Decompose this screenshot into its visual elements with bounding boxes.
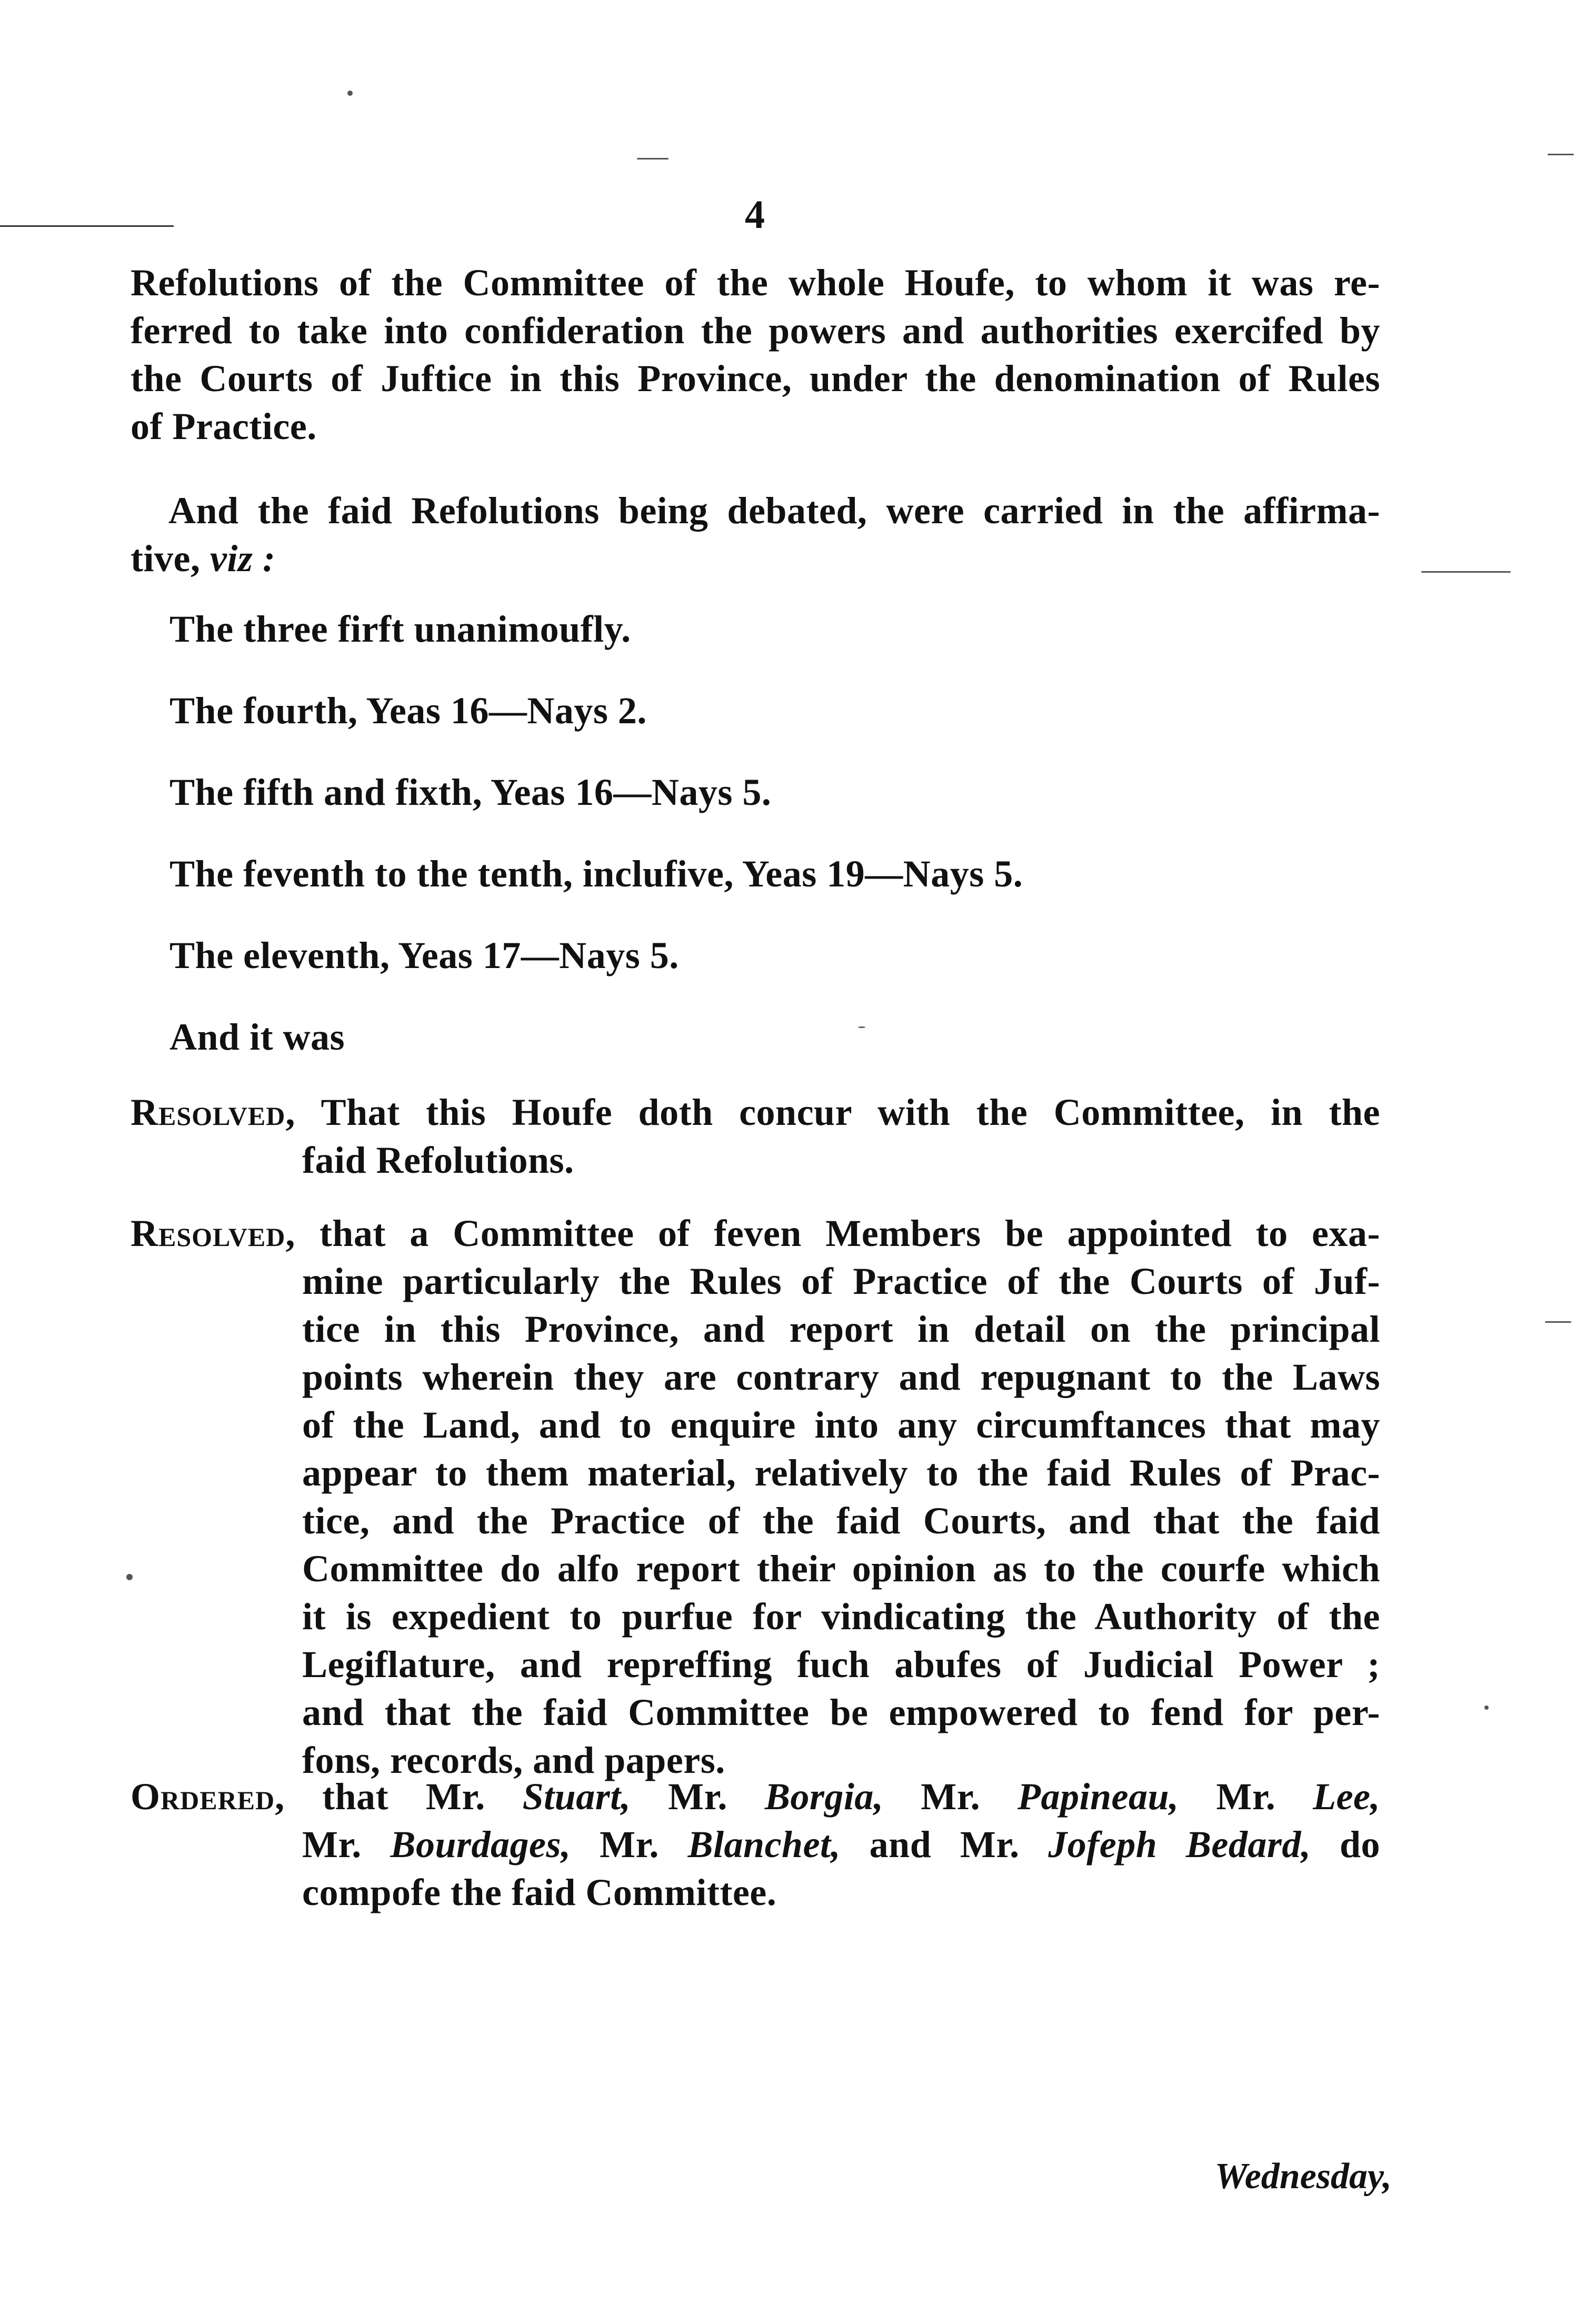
- ordered-text: Mr.: [883, 1776, 1018, 1818]
- scan-speck: [1545, 1321, 1571, 1323]
- ordered-line: [131, 1821, 1380, 1869]
- member-name: Jofeph Bedard,: [1048, 1823, 1311, 1866]
- debate-paragraph: [131, 487, 1380, 583]
- resolved-line: mine particularly the Rules of Practice of the Courts of Juf-: [302, 1260, 1380, 1302]
- resolved-text: that a Committee of feven Members be appointed to exa-: [295, 1212, 1380, 1254]
- resolved-line: tice, and the Practice of the faid Courts, and that the faid: [302, 1500, 1380, 1542]
- member-name: Stuart,: [522, 1776, 631, 1818]
- member-name: Lee,: [1313, 1776, 1380, 1818]
- member-name: Papineau,: [1017, 1776, 1179, 1818]
- resolved-line: points wherein they are contrary and repugnant to the Laws: [302, 1356, 1380, 1398]
- intro-line: of Practice.: [131, 405, 317, 447]
- resolved-label: Resolved,: [131, 1212, 296, 1254]
- intro-line: the Courts of Juftice in this Province, under the denomination of Rules: [131, 357, 1380, 400]
- scan-speck: [858, 1026, 865, 1028]
- intro-line: Refolutions of the Committee of the whole Houfe, to whom it was re-: [131, 262, 1380, 304]
- resolved-line: tice in this Province, and report in detail on the principal: [302, 1308, 1380, 1350]
- resolved-line: and that the faid Committee be empowered to fend for per-: [302, 1691, 1380, 1733]
- vote-line: The eleventh, Yeas 17—Nays 5.: [169, 934, 679, 976]
- vote-line: The fifth and fixth, Yeas 16—Nays 5.: [169, 771, 772, 813]
- resolved-line: it is expedient to purfue for vindicating the Authority of the: [302, 1595, 1380, 1638]
- member-name: Borgia,: [764, 1776, 884, 1818]
- ordered-text: and Mr.: [841, 1823, 1049, 1866]
- member-name: Bourdages,: [390, 1823, 571, 1866]
- resolved-line: [131, 1210, 1380, 1258]
- ordered-text: that Mr.: [285, 1776, 523, 1818]
- resolved-line: Legiflature, and repreffing fuch abufes of Judicial Power ;: [302, 1643, 1380, 1685]
- vote-line: The feventh to the tenth, inclufive, Yeas 19—Nays 5.: [169, 853, 1023, 895]
- scan-speck: [126, 1574, 133, 1580]
- resolved-text: That this Houfe doth concur with the Committee, in the: [295, 1091, 1380, 1133]
- resolved-line: [131, 1089, 1380, 1136]
- ordered-line: compofe the faid Committee.: [302, 1871, 777, 1913]
- ordered-line: [131, 1773, 1380, 1821]
- scan-speck: [1421, 571, 1511, 573]
- ordered-text: Mr.: [302, 1823, 391, 1866]
- ordered-paragraph: [131, 1773, 1380, 1917]
- ordered-text: Mr.: [571, 1823, 688, 1866]
- resolved-line: appear to them material, relatively to the faid Rules of Prac-: [302, 1452, 1380, 1494]
- ordered-text: Mr.: [631, 1776, 765, 1818]
- debate-line: [131, 535, 1380, 583]
- resolved-line: Committee do alfo report their opinion as to the courfe which: [302, 1548, 1380, 1590]
- intro-paragraph: [131, 259, 1380, 451]
- resolved-paragraph-2: [131, 1210, 1380, 1784]
- ordered-text: Mr.: [1179, 1776, 1313, 1818]
- intro-line: ferred to take into confideration the powers and authorities exercifed by: [131, 310, 1380, 352]
- vote-line: The fourth, Yeas 16—Nays 2.: [169, 690, 647, 732]
- member-name: Blanchet,: [687, 1823, 841, 1866]
- debate-line-prefix: tive,: [131, 537, 210, 580]
- ordered-text: do: [1311, 1823, 1381, 1866]
- vote-line: The three firft unanimoufly.: [169, 608, 631, 650]
- catchword: Wednesday,: [1214, 2156, 1392, 2197]
- viz-label: viz :: [210, 537, 276, 580]
- page-number: 4: [745, 193, 765, 237]
- resolved-paragraph-1: [131, 1089, 1380, 1184]
- scan-speck: [1548, 154, 1574, 155]
- debate-line: And the faid Refolutions being debated, were carried in the affirma-: [168, 490, 1380, 532]
- scan-speck: [1484, 1705, 1489, 1710]
- scan-speck: [347, 91, 353, 96]
- page-rule: [0, 225, 174, 227]
- resolved-line: of the Land, and to enquire into any circumftances that may: [302, 1404, 1380, 1446]
- resolved-line: faid Refolutions.: [302, 1139, 574, 1181]
- resolved-line: fons, records, and papers.: [302, 1739, 725, 1781]
- ordered-label: Ordered,: [131, 1776, 285, 1818]
- resolved-label: Resolved,: [131, 1091, 296, 1133]
- scan-speck: [637, 158, 669, 159]
- and-it-was: And it was: [169, 1016, 345, 1058]
